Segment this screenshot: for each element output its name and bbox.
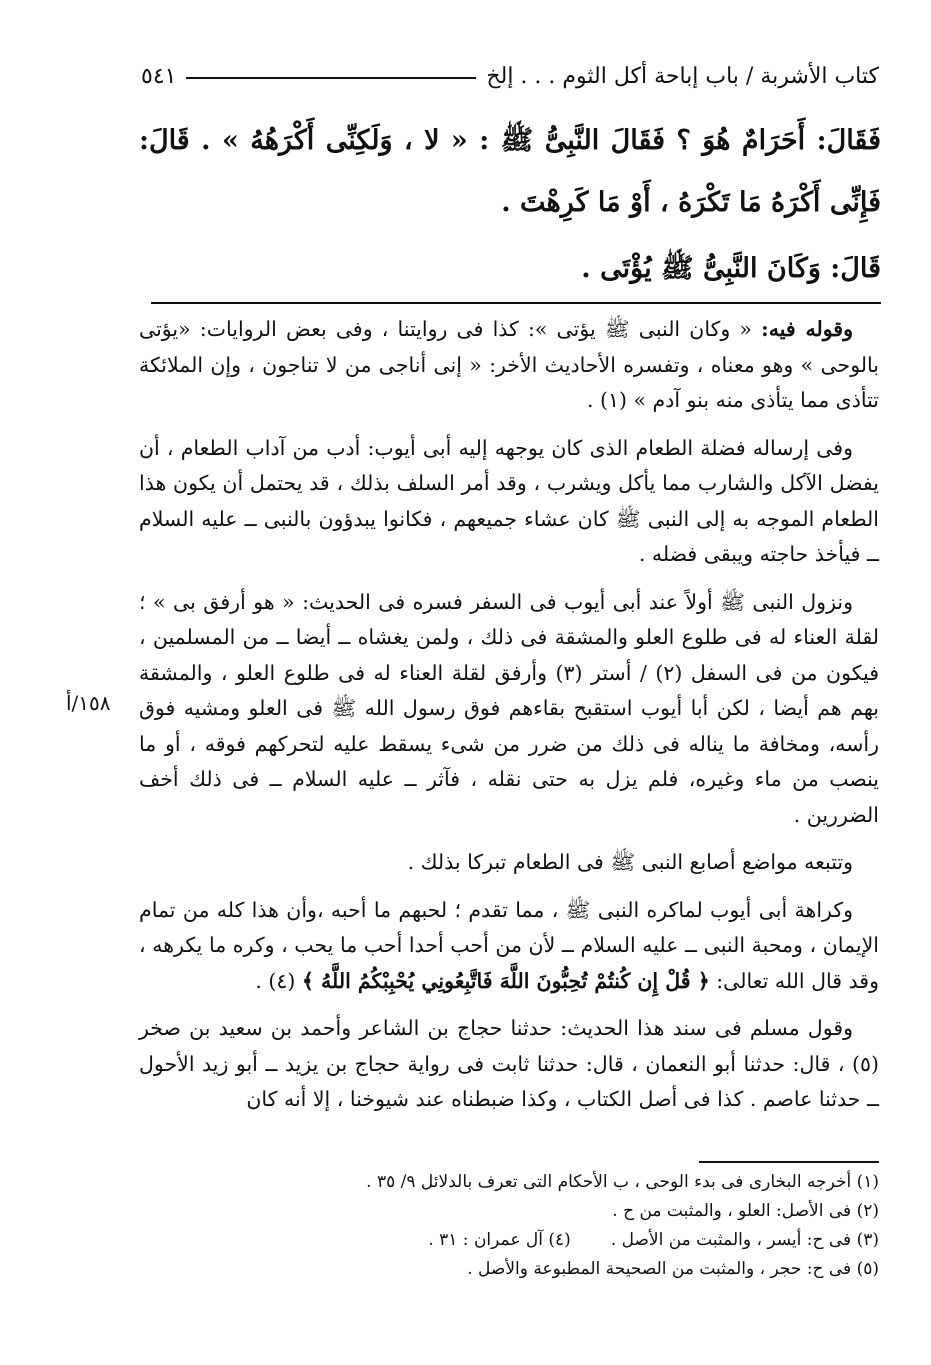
footnote-2: (٢) فى الأصل: العلو ، والمثبت من ح . (612, 1201, 879, 1221)
footnotes (139, 1168, 879, 1284)
commentary-paragraph-3: ونزول النبى ﷺ أولاً عند أبى أيوب فى السفر فسره فى الحديث: « هو أرفق بى » ؛ لقلة العناء له فى طلوع العلو والمشقة فى ذلك ، ولمن يغشاه ــ أيضا ــ من المسلمين ، فيكون من فى السفل (٢) / أستر (٣) وأرفق لقلة العناء له فى طلوع العلو ، والمشقة بهم هم أيضا ، لكن أبا أيوب استقبح بقاءهم فوق رسول الله ﷺ فى العلو ومشيه فوق رأسه، ومخافة ما يناله فى ذلك من ضرر من شىء يسقط عليه لتحركهم فوقه ، أو ما ينصب من ماء وغيره، فلم يزل به حتى نقله ، فآثر ــ عليه السلام ــ فى ذلك أخف الضررين . (139, 589, 879, 827)
footnote-5: (٥) فى ح: حجر ، والمثبت من الصحيحة المطبوعة والأصل . (467, 1259, 879, 1279)
commentary-p5-text: وكراهة أبى أيوب لماكره النبى ﷺ ، مما تقدم ؛ لحبهم ما أحبه ،وأن هذا كله من تمام الإيمان ، ومحبة النبى ــ عليه السلام ــ لأن من أحب أحدا أحب ما يحب ، وكره ما يكرهه ، وقد قال الله تعالى: (139, 897, 879, 993)
commentary-paragraph-6: وقول مسلم فى سند هذا الحديث: حدثنا حجاج بن الشاعر وأحمد بن سعيد بن صخر (٥) ، قال: حدثنا أبو النعمان ، قال: حدثنا ثابت فى رواية حجاج بن يزيد ــ أبو زيد الأحول ــ حدثنا عاصم . كذا فى أصل الكتاب ، وكذا ضبطناه عند شيوخنا ، إلا أنه كان (139, 1016, 879, 1111)
hadith-line-2: قَالَ: وَكَانَ النَّبِىُّ ﷺ يُؤْتَى . (581, 253, 881, 284)
header-title: كتاب الأشربة / باب إباحة أكل الثوم . . . إلخ (486, 63, 879, 89)
footnote-3: (٣) فى ح: أيسر ، والمثبت من الأصل . (610, 1230, 879, 1250)
footnote-row-3-4 (139, 1226, 879, 1255)
commentary-paragraph-5 (139, 893, 879, 1000)
commentary-paragraph-4: وتتبعه مواضع أصابع النبى ﷺ فى الطعام تبركا بذلك . (407, 850, 853, 874)
manuscript-folio-note: ١٥٨/أ (66, 691, 111, 715)
section-separator (151, 302, 881, 304)
footnote-1: (١) أخرجه البخارى فى بدء الوحى ، ب الأحكام التى تعرف بالدلائل ٩/ ٣٥ . (366, 1172, 879, 1192)
quran-verse: ﴿ قُلْ إِن كُنتُمْ تُحِبُّونَ اللَّهَ فَاتَّبِعُونِي يُحْبِبْكُمُ اللَّهُ ﴾ (301, 968, 710, 993)
commentary (139, 312, 879, 1130)
commentary-paragraph-1 (139, 312, 879, 419)
commentary-p5-end: (٤) . (255, 968, 296, 993)
running-header (141, 58, 879, 94)
page-number: ٥٤١ (141, 63, 177, 89)
commentary-p1-text: « وكان النبى ﷺ يؤتى »: كذا فى روايتنا ، وفى بعض الروايات: «يؤتى بالوحى » وهو معناه ، وتفسره الأحاديث الأخر: « إنى أناجى من لا تناجون ، وإن الملائكة تتأذى مما يتأذى منه بنو آدم » (١) . (139, 317, 879, 412)
commentary-lead: وقوله فيه: (761, 317, 853, 341)
footnote-rule (699, 1161, 879, 1163)
header-rule (186, 77, 476, 79)
footnote-4: (٤) آل عمران : ٣١ . (428, 1230, 571, 1250)
commentary-paragraph-2: وفى إرساله فضلة الطعام الذى كان يوجهه إليه أبى أيوب: أدب من آداب الطعام ، أن يفضل الآكل والشارب مما يأكل ويشرب ، وقد أمر السلف بذلك ، قد يحتمل أن يكون هذا الطعام الموجه به إلى النبى ﷺ كان عشاء جميعهم ، فكانوا يبدؤون بالنبى ــ عليه السلام ــ فيأخذ حاجته ويبقى فضله . (139, 435, 879, 566)
hadith-line-1: فَقَالَ: أَحَرَامٌ هُوَ ؟ فَقَالَ النَّبِىُّ ﷺ : « لا ، وَلَكِنِّى أَكْرَهُهُ » . قَالَ: فَإِنِّى أَكْرَهُ مَا تَكْرَهُ ، أَوْ مَا كَرِهْتَ . (139, 125, 881, 218)
hadith-text (139, 110, 881, 300)
